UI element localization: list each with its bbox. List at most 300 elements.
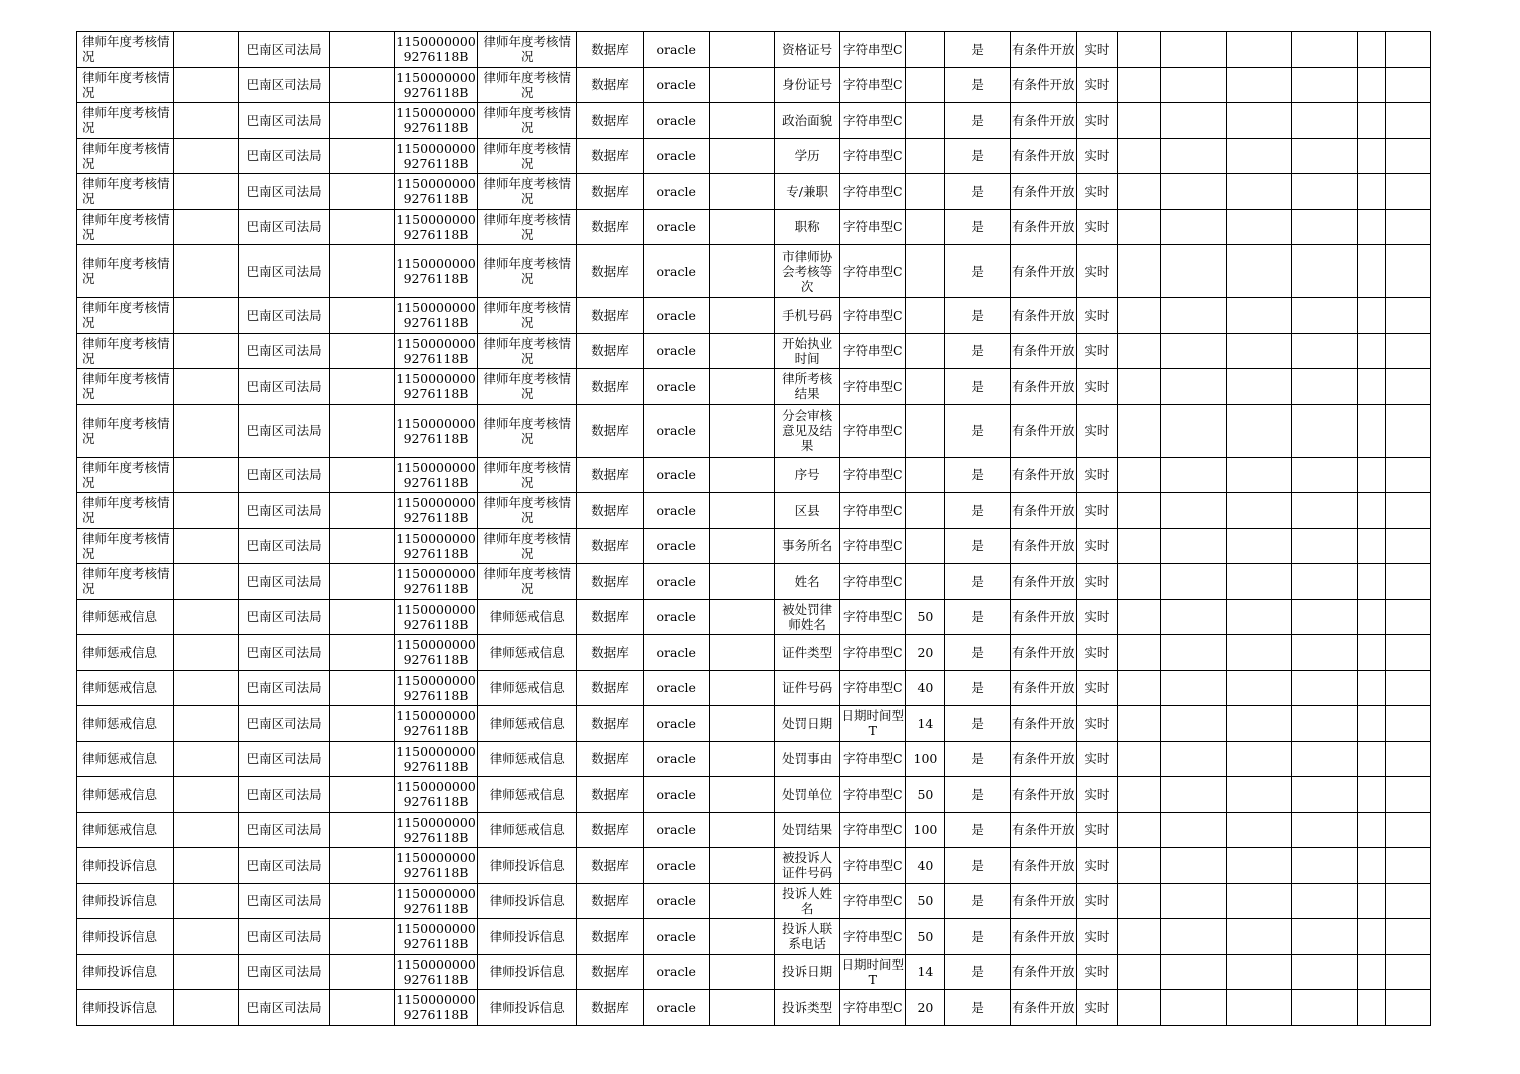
db-type-cell: oracle: [643, 528, 709, 564]
empty-cell: [174, 954, 239, 990]
empty-cell: [1292, 138, 1357, 174]
dataset-name-cell: 律师年度考核情况: [77, 457, 174, 493]
empty-cell: [1292, 741, 1357, 777]
dataset-name-cell: 律师年度考核情况: [77, 298, 174, 334]
open-type-cell: 有条件开放: [1010, 493, 1076, 529]
empty-cell: [1357, 564, 1385, 600]
empty-cell: [1357, 741, 1385, 777]
open-type-cell: 有条件开放: [1010, 990, 1076, 1026]
shareable-cell: 是: [945, 990, 1010, 1026]
empty-cell: [174, 209, 239, 245]
empty-cell: [329, 209, 394, 245]
db-type-cell: oracle: [643, 954, 709, 990]
update-cycle-cell: 实时: [1076, 457, 1117, 493]
empty-cell: [329, 138, 394, 174]
storage-type-cell: 数据库: [577, 103, 643, 139]
empty-cell: [1227, 954, 1292, 990]
empty-cell: [1385, 777, 1430, 813]
db-type-cell: oracle: [643, 404, 709, 457]
credit-code-cell: 11500000009276118B: [394, 67, 477, 103]
department-cell: 巴南区司法局: [239, 103, 329, 139]
table-body: [77, 32, 1431, 1026]
db-type-cell: oracle: [643, 333, 709, 369]
field-length-cell: [906, 493, 945, 529]
db-type-cell: oracle: [643, 990, 709, 1026]
empty-cell: [329, 564, 394, 600]
table-row: [77, 670, 1431, 706]
dataset-name-cell: 律师年度考核情况: [77, 67, 174, 103]
empty-cell: [1357, 138, 1385, 174]
empty-cell: [1292, 32, 1357, 68]
empty-cell: [1161, 32, 1227, 68]
dataset-name-cell: 律师年度考核情况: [77, 493, 174, 529]
empty-cell: [1117, 990, 1160, 1026]
department-cell: 巴南区司法局: [239, 599, 329, 635]
credit-code-cell: 11500000009276118B: [394, 670, 477, 706]
credit-code-cell: 11500000009276118B: [394, 457, 477, 493]
credit-code-cell: 11500000009276118B: [394, 298, 477, 334]
field-name-cell: 市律师协会考核等次: [775, 245, 840, 298]
empty-cell: [1227, 777, 1292, 813]
empty-cell: [1385, 493, 1430, 529]
open-type-cell: 有条件开放: [1010, 954, 1076, 990]
empty-cell: [1357, 919, 1385, 955]
empty-cell: [1292, 954, 1357, 990]
empty-cell: [1385, 369, 1430, 405]
update-cycle-cell: 实时: [1076, 848, 1117, 884]
table-row: [77, 457, 1431, 493]
storage-type-cell: 数据库: [577, 174, 643, 210]
table-row: [77, 369, 1431, 405]
empty-cell: [329, 599, 394, 635]
empty-cell: [709, 777, 774, 813]
empty-cell: [1292, 209, 1357, 245]
empty-cell: [1385, 812, 1430, 848]
field-name-cell: 处罚事由: [775, 741, 840, 777]
storage-type-cell: 数据库: [577, 812, 643, 848]
empty-cell: [1385, 67, 1430, 103]
department-cell: 巴南区司法局: [239, 919, 329, 955]
empty-cell: [709, 990, 774, 1026]
credit-code-cell: 11500000009276118B: [394, 174, 477, 210]
empty-cell: [1385, 848, 1430, 884]
empty-cell: [1292, 670, 1357, 706]
storage-type-cell: 数据库: [577, 670, 643, 706]
field-length-cell: 50: [906, 883, 945, 919]
empty-cell: [1357, 457, 1385, 493]
update-cycle-cell: 实时: [1076, 990, 1117, 1026]
field-type-cell: 字符串型C: [840, 635, 906, 671]
empty-cell: [329, 528, 394, 564]
shareable-cell: 是: [945, 209, 1010, 245]
table-row: [77, 883, 1431, 919]
field-type-cell: 字符串型C: [840, 670, 906, 706]
db-type-cell: oracle: [643, 174, 709, 210]
open-type-cell: 有条件开放: [1010, 564, 1076, 600]
dataset-name-cell: 律师惩戒信息: [77, 777, 174, 813]
field-length-cell: 20: [906, 990, 945, 1026]
empty-cell: [1117, 635, 1160, 671]
empty-cell: [1117, 670, 1160, 706]
open-type-cell: 有条件开放: [1010, 457, 1076, 493]
empty-cell: [1117, 599, 1160, 635]
field-name-cell: 投诉人联系电话: [775, 919, 840, 955]
empty-cell: [1161, 67, 1227, 103]
open-type-cell: 有条件开放: [1010, 919, 1076, 955]
department-cell: 巴南区司法局: [239, 209, 329, 245]
empty-cell: [709, 741, 774, 777]
empty-cell: [1227, 245, 1292, 298]
field-length-cell: 20: [906, 635, 945, 671]
empty-cell: [1161, 493, 1227, 529]
empty-cell: [1117, 174, 1160, 210]
update-cycle-cell: 实时: [1076, 138, 1117, 174]
update-cycle-cell: 实时: [1076, 369, 1117, 405]
empty-cell: [174, 245, 239, 298]
table-row: [77, 812, 1431, 848]
empty-cell: [1385, 990, 1430, 1026]
resource-name-cell: 律师惩戒信息: [478, 777, 577, 813]
empty-cell: [709, 919, 774, 955]
table-row: [77, 174, 1431, 210]
field-type-cell: 字符串型C: [840, 245, 906, 298]
empty-cell: [1227, 635, 1292, 671]
field-type-cell: 字符串型C: [840, 404, 906, 457]
open-type-cell: 有条件开放: [1010, 635, 1076, 671]
dataset-name-cell: 律师惩戒信息: [77, 706, 174, 742]
update-cycle-cell: 实时: [1076, 528, 1117, 564]
storage-type-cell: 数据库: [577, 954, 643, 990]
empty-cell: [174, 369, 239, 405]
empty-cell: [709, 67, 774, 103]
empty-cell: [1161, 333, 1227, 369]
empty-cell: [1292, 404, 1357, 457]
empty-cell: [709, 706, 774, 742]
empty-cell: [1385, 404, 1430, 457]
empty-cell: [329, 883, 394, 919]
empty-cell: [329, 245, 394, 298]
empty-cell: [1357, 209, 1385, 245]
shareable-cell: 是: [945, 298, 1010, 334]
update-cycle-cell: 实时: [1076, 812, 1117, 848]
department-cell: 巴南区司法局: [239, 564, 329, 600]
empty-cell: [1385, 32, 1430, 68]
field-length-cell: [906, 138, 945, 174]
empty-cell: [1292, 493, 1357, 529]
department-cell: 巴南区司法局: [239, 812, 329, 848]
field-length-cell: 50: [906, 599, 945, 635]
table-row: [77, 245, 1431, 298]
update-cycle-cell: 实时: [1076, 333, 1117, 369]
empty-cell: [329, 954, 394, 990]
empty-cell: [709, 404, 774, 457]
field-type-cell: 字符串型C: [840, 848, 906, 884]
db-type-cell: oracle: [643, 883, 709, 919]
empty-cell: [329, 174, 394, 210]
storage-type-cell: 数据库: [577, 245, 643, 298]
empty-cell: [1385, 245, 1430, 298]
empty-cell: [1117, 245, 1160, 298]
resource-name-cell: 律师投诉信息: [478, 919, 577, 955]
empty-cell: [1357, 954, 1385, 990]
open-type-cell: 有条件开放: [1010, 883, 1076, 919]
empty-cell: [329, 369, 394, 405]
field-name-cell: 职称: [775, 209, 840, 245]
field-name-cell: 证件号码: [775, 670, 840, 706]
field-length-cell: [906, 333, 945, 369]
empty-cell: [709, 528, 774, 564]
empty-cell: [174, 777, 239, 813]
open-type-cell: 有条件开放: [1010, 369, 1076, 405]
department-cell: 巴南区司法局: [239, 333, 329, 369]
empty-cell: [1357, 67, 1385, 103]
credit-code-cell: 11500000009276118B: [394, 990, 477, 1026]
field-length-cell: [906, 32, 945, 68]
shareable-cell: 是: [945, 67, 1010, 103]
empty-cell: [1385, 103, 1430, 139]
empty-cell: [329, 670, 394, 706]
field-length-cell: [906, 404, 945, 457]
empty-cell: [1357, 245, 1385, 298]
empty-cell: [1357, 990, 1385, 1026]
table-row: [77, 209, 1431, 245]
empty-cell: [1385, 883, 1430, 919]
update-cycle-cell: 实时: [1076, 635, 1117, 671]
empty-cell: [709, 32, 774, 68]
empty-cell: [709, 883, 774, 919]
empty-cell: [1227, 670, 1292, 706]
table-row: [77, 777, 1431, 813]
storage-type-cell: 数据库: [577, 138, 643, 174]
empty-cell: [1161, 635, 1227, 671]
empty-cell: [329, 457, 394, 493]
storage-type-cell: 数据库: [577, 706, 643, 742]
dataset-name-cell: 律师年度考核情况: [77, 404, 174, 457]
department-cell: 巴南区司法局: [239, 848, 329, 884]
resource-name-cell: 律师年度考核情况: [478, 103, 577, 139]
empty-cell: [329, 635, 394, 671]
empty-cell: [1292, 777, 1357, 813]
shareable-cell: 是: [945, 670, 1010, 706]
empty-cell: [709, 670, 774, 706]
empty-cell: [1161, 138, 1227, 174]
catalog-table: [76, 31, 1431, 1026]
empty-cell: [1385, 564, 1430, 600]
empty-cell: [709, 209, 774, 245]
table-row: [77, 528, 1431, 564]
shareable-cell: 是: [945, 741, 1010, 777]
empty-cell: [1357, 777, 1385, 813]
credit-code-cell: 11500000009276118B: [394, 103, 477, 139]
empty-cell: [1292, 848, 1357, 884]
shareable-cell: 是: [945, 848, 1010, 884]
field-length-cell: 14: [906, 706, 945, 742]
field-length-cell: [906, 245, 945, 298]
empty-cell: [1227, 812, 1292, 848]
empty-cell: [1227, 404, 1292, 457]
resource-name-cell: 律师年度考核情况: [478, 528, 577, 564]
empty-cell: [1227, 138, 1292, 174]
field-type-cell: 字符串型C: [840, 103, 906, 139]
table-row: [77, 599, 1431, 635]
update-cycle-cell: 实时: [1076, 777, 1117, 813]
storage-type-cell: 数据库: [577, 741, 643, 777]
db-type-cell: oracle: [643, 812, 709, 848]
empty-cell: [1161, 369, 1227, 405]
update-cycle-cell: 实时: [1076, 209, 1117, 245]
open-type-cell: 有条件开放: [1010, 103, 1076, 139]
empty-cell: [1357, 635, 1385, 671]
open-type-cell: 有条件开放: [1010, 174, 1076, 210]
empty-cell: [709, 245, 774, 298]
db-type-cell: oracle: [643, 599, 709, 635]
open-type-cell: 有条件开放: [1010, 528, 1076, 564]
dataset-name-cell: 律师年度考核情况: [77, 528, 174, 564]
empty-cell: [329, 103, 394, 139]
empty-cell: [1161, 174, 1227, 210]
credit-code-cell: 11500000009276118B: [394, 333, 477, 369]
empty-cell: [1292, 528, 1357, 564]
empty-cell: [1161, 990, 1227, 1026]
empty-cell: [1117, 138, 1160, 174]
dataset-name-cell: 律师年度考核情况: [77, 174, 174, 210]
storage-type-cell: 数据库: [577, 564, 643, 600]
empty-cell: [1292, 298, 1357, 334]
empty-cell: [1227, 919, 1292, 955]
empty-cell: [329, 67, 394, 103]
resource-name-cell: 律师年度考核情况: [478, 333, 577, 369]
db-type-cell: oracle: [643, 298, 709, 334]
db-type-cell: oracle: [643, 635, 709, 671]
storage-type-cell: 数据库: [577, 528, 643, 564]
update-cycle-cell: 实时: [1076, 493, 1117, 529]
empty-cell: [1161, 670, 1227, 706]
empty-cell: [1161, 245, 1227, 298]
resource-name-cell: 律师年度考核情况: [478, 245, 577, 298]
empty-cell: [1385, 741, 1430, 777]
open-type-cell: 有条件开放: [1010, 777, 1076, 813]
empty-cell: [1161, 209, 1227, 245]
credit-code-cell: 11500000009276118B: [394, 635, 477, 671]
storage-type-cell: 数据库: [577, 298, 643, 334]
department-cell: 巴南区司法局: [239, 174, 329, 210]
empty-cell: [174, 174, 239, 210]
credit-code-cell: 11500000009276118B: [394, 777, 477, 813]
empty-cell: [1117, 457, 1160, 493]
field-type-cell: 字符串型C: [840, 298, 906, 334]
field-type-cell: 字符串型C: [840, 599, 906, 635]
empty-cell: [1161, 457, 1227, 493]
empty-cell: [329, 333, 394, 369]
empty-cell: [1357, 333, 1385, 369]
empty-cell: [1161, 954, 1227, 990]
field-length-cell: [906, 174, 945, 210]
empty-cell: [329, 404, 394, 457]
department-cell: 巴南区司法局: [239, 245, 329, 298]
empty-cell: [1357, 174, 1385, 210]
department-cell: 巴南区司法局: [239, 670, 329, 706]
empty-cell: [709, 138, 774, 174]
empty-cell: [1227, 493, 1292, 529]
empty-cell: [329, 298, 394, 334]
empty-cell: [709, 333, 774, 369]
empty-cell: [1357, 298, 1385, 334]
empty-cell: [1292, 369, 1357, 405]
empty-cell: [1227, 457, 1292, 493]
shareable-cell: 是: [945, 457, 1010, 493]
update-cycle-cell: 实时: [1076, 67, 1117, 103]
empty-cell: [1161, 812, 1227, 848]
empty-cell: [1227, 741, 1292, 777]
db-type-cell: oracle: [643, 741, 709, 777]
field-name-cell: 被投诉人证件号码: [775, 848, 840, 884]
empty-cell: [1385, 457, 1430, 493]
department-cell: 巴南区司法局: [239, 635, 329, 671]
empty-cell: [1357, 812, 1385, 848]
empty-cell: [1357, 670, 1385, 706]
storage-type-cell: 数据库: [577, 67, 643, 103]
department-cell: 巴南区司法局: [239, 528, 329, 564]
empty-cell: [174, 741, 239, 777]
empty-cell: [1117, 369, 1160, 405]
empty-cell: [174, 457, 239, 493]
field-type-cell: 字符串型C: [840, 812, 906, 848]
empty-cell: [329, 848, 394, 884]
shareable-cell: 是: [945, 404, 1010, 457]
credit-code-cell: 11500000009276118B: [394, 883, 477, 919]
empty-cell: [1357, 103, 1385, 139]
empty-cell: [1161, 848, 1227, 884]
empty-cell: [1117, 954, 1160, 990]
empty-cell: [174, 670, 239, 706]
shareable-cell: 是: [945, 954, 1010, 990]
storage-type-cell: 数据库: [577, 333, 643, 369]
empty-cell: [1357, 848, 1385, 884]
resource-name-cell: 律师年度考核情况: [478, 298, 577, 334]
empty-cell: [1117, 103, 1160, 139]
resource-name-cell: 律师年度考核情况: [478, 564, 577, 600]
empty-cell: [1292, 812, 1357, 848]
empty-cell: [174, 103, 239, 139]
field-length-cell: [906, 298, 945, 334]
update-cycle-cell: 实时: [1076, 954, 1117, 990]
department-cell: 巴南区司法局: [239, 298, 329, 334]
storage-type-cell: 数据库: [577, 369, 643, 405]
empty-cell: [1385, 706, 1430, 742]
field-type-cell: 字符串型C: [840, 528, 906, 564]
db-type-cell: oracle: [643, 493, 709, 529]
field-length-cell: 50: [906, 777, 945, 813]
field-type-cell: 字符串型C: [840, 493, 906, 529]
field-type-cell: 字符串型C: [840, 457, 906, 493]
resource-name-cell: 律师年度考核情况: [478, 404, 577, 457]
empty-cell: [329, 812, 394, 848]
table-row: [77, 990, 1431, 1026]
update-cycle-cell: 实时: [1076, 706, 1117, 742]
db-type-cell: oracle: [643, 564, 709, 600]
storage-type-cell: 数据库: [577, 209, 643, 245]
credit-code-cell: 11500000009276118B: [394, 32, 477, 68]
open-type-cell: 有条件开放: [1010, 298, 1076, 334]
dataset-name-cell: 律师投诉信息: [77, 990, 174, 1026]
empty-cell: [1117, 848, 1160, 884]
dataset-name-cell: 律师惩戒信息: [77, 635, 174, 671]
table-row: [77, 32, 1431, 68]
empty-cell: [329, 32, 394, 68]
open-type-cell: 有条件开放: [1010, 138, 1076, 174]
field-name-cell: 政治面貌: [775, 103, 840, 139]
empty-cell: [174, 919, 239, 955]
